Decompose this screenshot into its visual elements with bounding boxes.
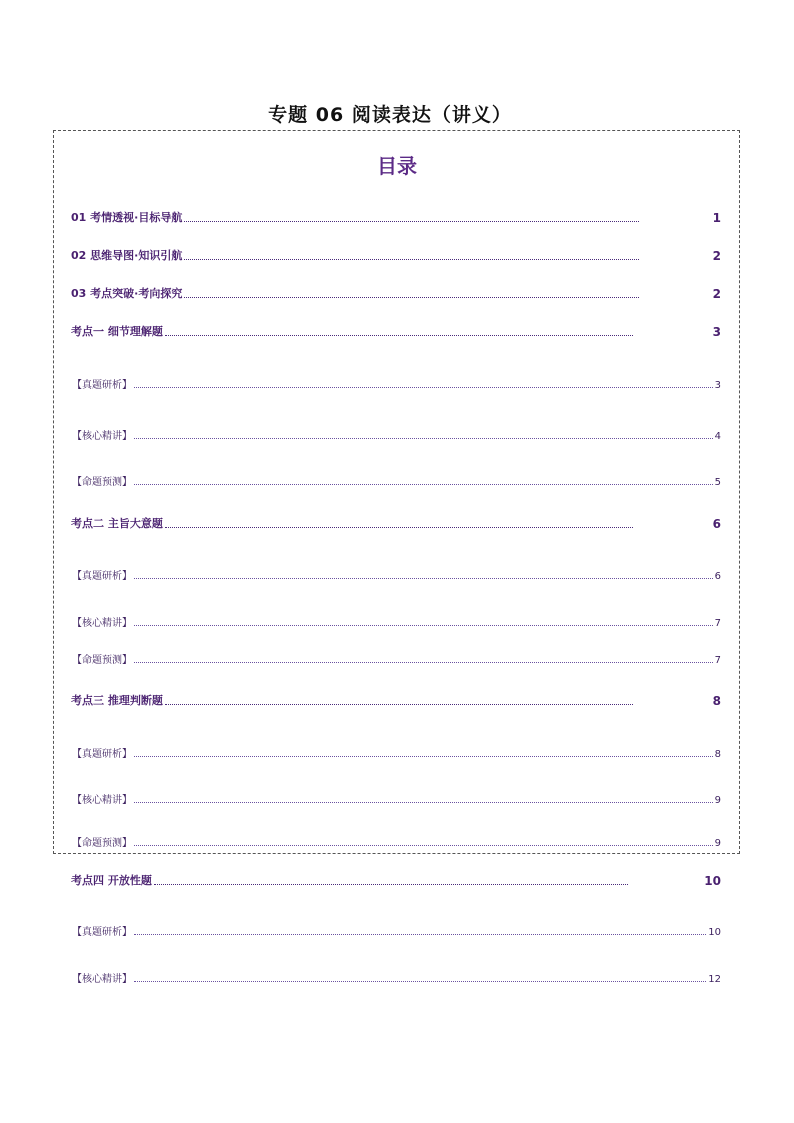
- toc-leader: [165, 527, 633, 528]
- toc-subentry[interactable]: [72, 834, 721, 849]
- toc-subentry[interactable]: [72, 567, 721, 582]
- toc-entry-page: 8: [712, 694, 721, 708]
- toc-leader: [134, 662, 713, 663]
- toc-subentry-page: 10: [708, 927, 721, 938]
- toc-entry[interactable]: [71, 285, 721, 301]
- toc-leader: [184, 297, 639, 298]
- toc-subentry-label: 【核心精讲】: [72, 974, 132, 985]
- toc-subentry-page: 8: [714, 749, 721, 760]
- toc-entry[interactable]: [71, 515, 721, 531]
- toc-subentry-label: 【核心精讲】: [72, 618, 132, 629]
- toc-leader: [134, 484, 713, 485]
- toc-subentry-label: 【真题研析】: [72, 571, 132, 582]
- toc-entry-page: 6: [712, 517, 721, 531]
- toc-subentry-label: 【命题预测】: [72, 655, 132, 666]
- toc-leader: [134, 578, 713, 579]
- toc-subentry-label: 【核心精讲】: [72, 795, 132, 806]
- toc-entry-page: 1: [712, 211, 721, 225]
- toc-subentry-page: 7: [714, 655, 721, 666]
- toc-entry[interactable]: [71, 692, 721, 708]
- toc-subentry-page: 9: [714, 795, 721, 806]
- toc-subentry[interactable]: [72, 473, 721, 488]
- toc-subentry-label: 【真题研析】: [72, 380, 132, 391]
- document-title: 专题 06 阅读表达（讲义）: [268, 104, 512, 126]
- toc-subentry[interactable]: [72, 376, 721, 391]
- toc-leader: [134, 387, 713, 388]
- toc-entry-label: 03 考点突破·考向探究: [71, 287, 183, 300]
- toc-leader: [184, 221, 639, 222]
- toc-leader: [134, 802, 713, 803]
- toc-entry[interactable]: [71, 209, 721, 225]
- toc-entry-page: 3: [712, 325, 721, 339]
- toc-subentry-label: 【命题预测】: [72, 477, 132, 488]
- toc-subentry-label: 【核心精讲】: [72, 431, 132, 442]
- toc-subentry[interactable]: [72, 614, 721, 629]
- toc-leader: [134, 438, 713, 439]
- toc-subentry-page: 5: [714, 477, 721, 488]
- toc-leader: [134, 934, 706, 935]
- toc-entry-label: 考点三 推理判断题: [71, 694, 163, 707]
- toc-subentry-label: 【命题预测】: [72, 838, 132, 849]
- toc-leader: [165, 335, 633, 336]
- toc-heading: 目录: [377, 154, 417, 178]
- toc-subentry-label: 【真题研析】: [72, 749, 132, 760]
- toc-subentry-page: 7: [714, 618, 721, 629]
- toc-entry-label: 01 考情透视·目标导航: [71, 211, 183, 224]
- toc-subentry[interactable]: [72, 791, 721, 806]
- toc-leader: [134, 756, 713, 757]
- toc-entry-label: 考点四 开放性题: [71, 874, 152, 887]
- toc-entry[interactable]: [71, 247, 721, 263]
- toc-entry[interactable]: [71, 872, 721, 888]
- toc-subentry-label: 【真题研析】: [72, 927, 132, 938]
- toc-entry-page: 2: [712, 249, 721, 263]
- toc-subentry[interactable]: [72, 651, 721, 666]
- toc-leader: [184, 259, 639, 260]
- toc-subentry[interactable]: [72, 745, 721, 760]
- toc-leader: [134, 845, 713, 846]
- toc-subentry-page: 4: [714, 431, 721, 442]
- toc-subentry-page: 12: [708, 974, 721, 985]
- toc-entry-page: 2: [712, 287, 721, 301]
- toc-leader: [134, 625, 713, 626]
- toc-entry-label: 考点二 主旨大意题: [71, 517, 163, 530]
- toc-subentry-page: 3: [714, 380, 721, 391]
- toc-subentry[interactable]: [72, 970, 721, 985]
- toc-entry-label: 考点一 细节理解题: [71, 325, 163, 338]
- toc-leader: [165, 704, 633, 705]
- toc-subentry[interactable]: [72, 923, 721, 938]
- toc-subentry[interactable]: [72, 427, 721, 442]
- toc-leader: [154, 884, 628, 885]
- toc-leader: [134, 981, 706, 982]
- toc-entry-label: 02 思维导图·知识引航: [71, 249, 183, 262]
- toc-subentry-page: 6: [714, 571, 721, 582]
- toc-entry-page: 10: [704, 874, 721, 888]
- toc-entry[interactable]: [71, 323, 721, 339]
- toc-subentry-page: 9: [714, 838, 721, 849]
